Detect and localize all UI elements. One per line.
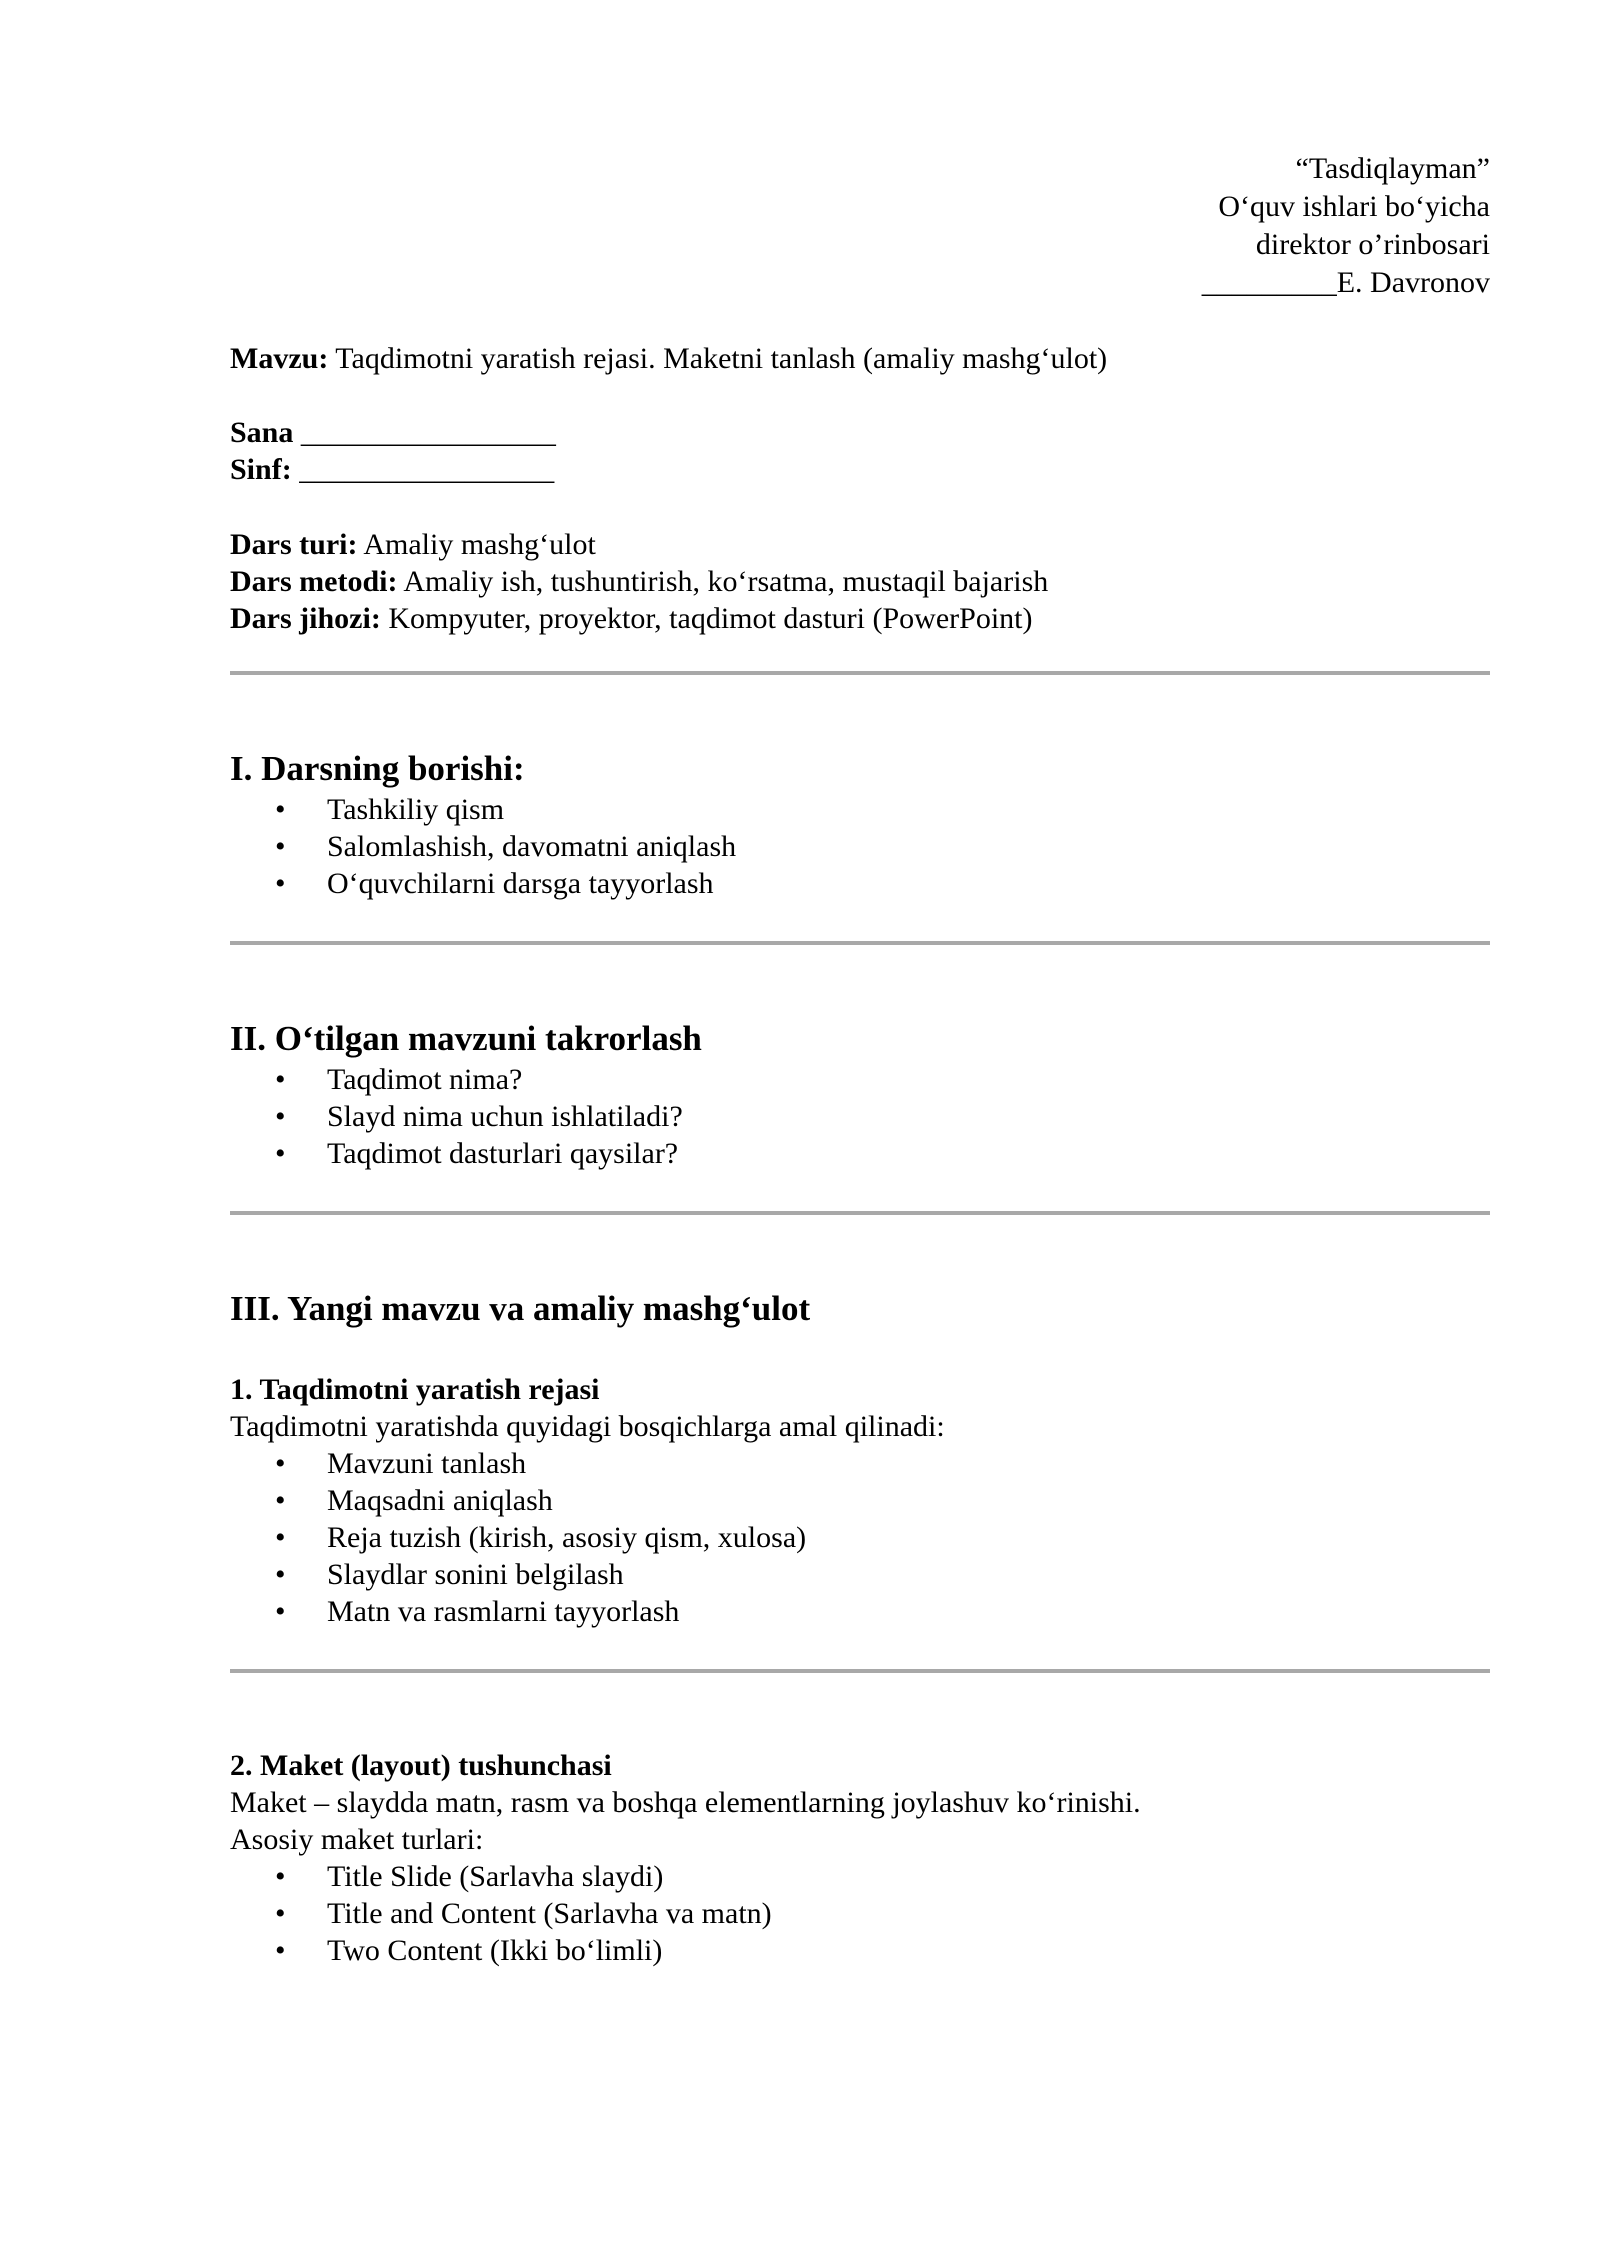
bullet-icon: •	[275, 1521, 286, 1554]
approval-role-line: direktor o’rinbosari	[1255, 228, 1490, 261]
lesson-meta	[230, 526, 1490, 637]
bullet-icon: •	[275, 830, 286, 863]
approval-title: “Tasdiqlayman”	[1295, 152, 1490, 185]
section-divider	[230, 1211, 1490, 1215]
dars-metodi-label: Dars metodi:	[230, 565, 398, 598]
section-divider	[230, 1669, 1490, 1673]
bullet-icon: •	[275, 1137, 286, 1170]
dars-turi	[230, 526, 1490, 563]
list-item: • Two Content (Ikki bo‘limli)	[275, 1934, 663, 1967]
list-item: • Maqsadni aniqlash	[275, 1484, 553, 1517]
dars-jihozi	[230, 600, 1490, 637]
bullet-icon: •	[275, 1100, 286, 1133]
sana-field	[230, 414, 1490, 451]
section-divider	[230, 941, 1490, 945]
sinf-label: Sinf:	[230, 453, 292, 486]
dars-jihozi-value: Kompyuter, proyektor, taqdimot dasturi (PowerPoint)	[380, 602, 1033, 635]
subsection-1-intro: Taqdimotni yaratishda quyidagi bosqichlarga amal qilinadi:	[230, 1410, 945, 1443]
list-item: • Taqdimot nima?	[275, 1063, 523, 1096]
date-class-fields	[230, 414, 1490, 488]
section-title-2: II. O‘tilgan mavzuni takrorlash	[230, 1019, 702, 1058]
sinf-blank: _________________	[291, 453, 555, 486]
dars-turi-label: Dars turi:	[230, 528, 358, 561]
lesson-topic	[230, 340, 1490, 377]
list-item: • Salomlashish, davomatni aniqlash	[275, 830, 737, 863]
section-2-list	[230, 1061, 1490, 1172]
section-1-list	[230, 791, 1490, 902]
subsection-1-list	[230, 1445, 1490, 1630]
approval-block	[230, 150, 1490, 302]
document-page	[230, 150, 1490, 1969]
list-item: • Mavzuni tanlash	[275, 1447, 527, 1480]
bullet-icon: •	[275, 1595, 286, 1628]
sana-label: Sana	[230, 416, 294, 449]
sinf-field	[230, 451, 1490, 488]
subsection-2-list	[230, 1858, 1490, 1969]
bullet-icon: •	[275, 1558, 286, 1591]
sana-blank: _________________	[293, 416, 556, 449]
subsection-2-intro: Asosiy maket turlari:	[230, 1823, 484, 1856]
list-item: • Matn va rasmlarni tayyorlash	[275, 1595, 680, 1628]
bullet-icon: •	[275, 793, 286, 826]
dars-turi-value: Amaliy mashg‘ulot	[357, 528, 596, 561]
bullet-icon: •	[275, 1860, 286, 1893]
subsection-2-definition: Maket – slaydda matn, rasm va boshqa elementlarning joylashuv ko‘rinishi.	[230, 1786, 1141, 1819]
section-divider	[230, 671, 1490, 675]
topic-value: Taqdimotni yaratish rejasi. Maketni tanlash (amaliy mashg‘ulot)	[328, 342, 1108, 375]
list-item: • Slaydlar sonini belgilash	[275, 1558, 624, 1591]
topic-label: Mavzu:	[230, 342, 329, 375]
subsection-2	[230, 1747, 1490, 1858]
list-item: • Taqdimot dasturlari qaysilar?	[275, 1137, 679, 1170]
list-item: • Tashkiliy qism	[275, 793, 505, 826]
dars-metodi	[230, 563, 1490, 600]
subsection-1	[230, 1371, 1490, 1445]
bullet-icon: •	[275, 1484, 286, 1517]
dars-metodi-value: Amaliy ish, tushuntirish, ko‘rsatma, mustaqil bajarish	[397, 565, 1049, 598]
approval-signature-line: _________E. Davronov	[1201, 266, 1490, 299]
bullet-icon: •	[275, 1934, 286, 1967]
section-title-1: I. Darsning borishi:	[230, 749, 525, 788]
bullet-icon: •	[275, 1063, 286, 1096]
bullet-icon: •	[275, 867, 286, 900]
section-title-3: III. Yangi mavzu va amaliy mashg‘ulot	[230, 1289, 811, 1328]
bullet-icon: •	[275, 1897, 286, 1930]
bullet-icon: •	[275, 1447, 286, 1480]
list-item: • Title Slide (Sarlavha slaydi)	[275, 1860, 664, 1893]
list-item: • Slayd nima uchun ishlatiladi?	[275, 1100, 683, 1133]
approval-position-line: O‘quv ishlari bo‘yicha	[1218, 190, 1490, 223]
subsection-1-heading: 1. Taqdimotni yaratish rejasi	[230, 1373, 600, 1406]
list-item: • Reja tuzish (kirish, asosiy qism, xulosa)	[275, 1521, 807, 1554]
subsection-2-heading: 2. Maket (layout) tushunchasi	[230, 1749, 612, 1782]
dars-jihozi-label: Dars jihozi:	[230, 602, 381, 635]
list-item: • Title and Content (Sarlavha va matn)	[275, 1897, 772, 1930]
list-item: • O‘quvchilarni darsga tayyorlash	[275, 867, 714, 900]
